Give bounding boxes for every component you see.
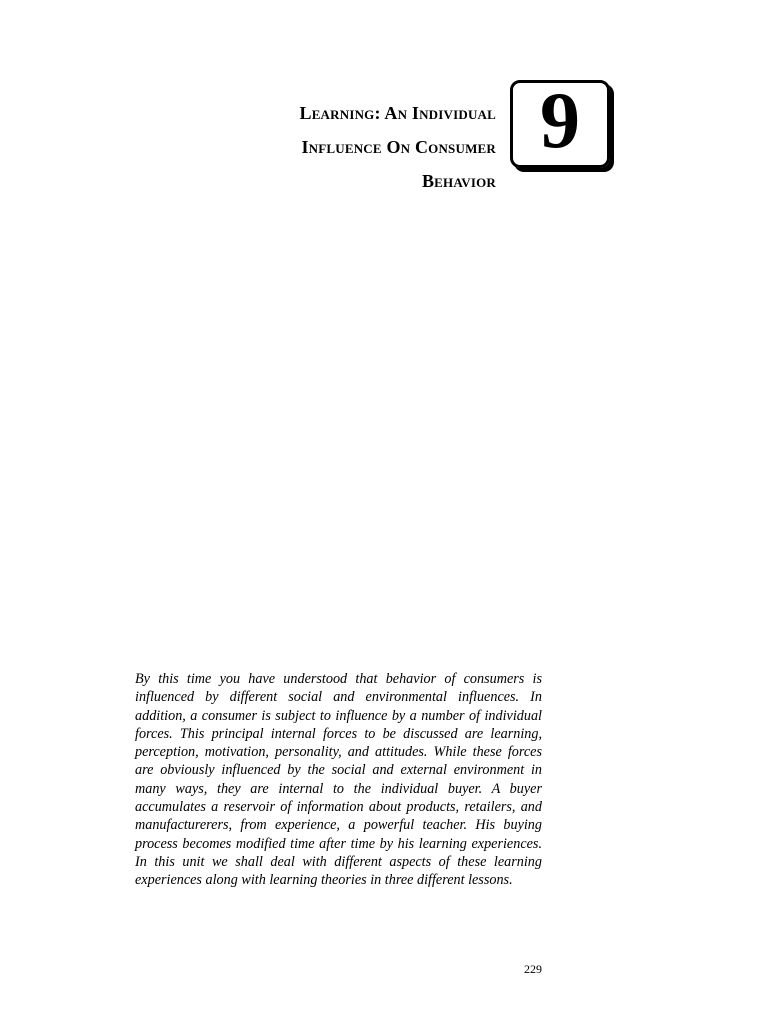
chapter-number: 9: [540, 77, 580, 165]
chapter-title: [176, 96, 496, 198]
page-number: 229: [524, 962, 542, 976]
chapter-title-line-1: Learning: An Individual: [299, 103, 496, 123]
chapter-introduction: By this time you have understood that behavior of consumers is influenced by different social and environmental influences. In addition, a consumer is subject to influence by a number of individual forces. This principal internal forces to be discussed are learning, perception, motivation, personality, and attitudes. While these forces are obviously influenced by the social and external environment in many ways, they are internal to the individual buyer. A buyer accumulates a reservoir of information about products, retailers, and manufacturerers, from experience, a powerful teacher. His buying process becomes modified time after time by his learning experiences. In this unit we shall deal with different aspects of these learning experiences along with learning theories in three different lessons.: [135, 671, 542, 889]
chapter-number-badge: [510, 77, 610, 168]
chapter-title-line-2: Influence On Consumer: [301, 137, 496, 157]
chapter-title-line-3: Behavior: [421, 171, 496, 191]
